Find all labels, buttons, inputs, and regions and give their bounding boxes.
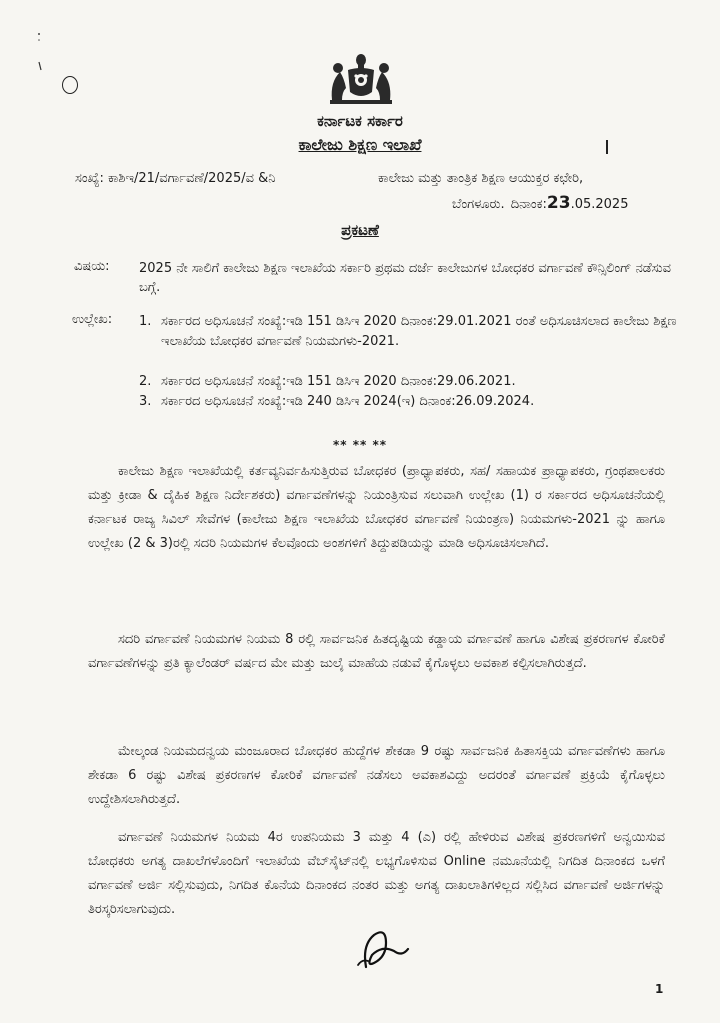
body-paragraph-3 bbox=[88, 740, 665, 812]
reference-item-number: 1. bbox=[139, 314, 152, 329]
body-paragraph-1 bbox=[88, 460, 665, 556]
government-name: ಕರ್ನಾಟಕ ಸರ್ಕಾರ bbox=[317, 112, 403, 130]
body-paragraph-2 bbox=[88, 628, 665, 676]
subject-label: ವಿಷಯ: bbox=[74, 259, 110, 274]
date-month-year: .05.2025 bbox=[570, 197, 629, 212]
reference-item-2 bbox=[139, 372, 687, 392]
reference-item-number: 3. bbox=[139, 394, 152, 409]
reference-item-3 bbox=[139, 392, 687, 412]
department-name: ಕಾಲೇಜು ಶಿಕ್ಷಣ ಇಲಾಖೆ bbox=[298, 135, 422, 154]
paragraph-text: ಕಾಲೇಜು ಶಿಕ್ಷಣ ಇಲಾಖೆಯಲ್ಲಿ ಕರ್ತವ್ಯನಿರ್ವಹಿಸುತ್ತಿರುವ ಬೋಧಕರ (ಪ್ರಾಧ್ಯಾಪಕರು, ಸಹ/ ಸಹಾಯಕ ಪ್ರಾಧ್ಯಾಪಕರು, ಗ್ರಂಥಪಾಲಕರು ಮತ್ತು ಕ್ರೀಡಾ & ದೈಹಿಕ ಶಿಕ್ಷಣ ನಿರ್ದೇಶಕರು) ವರ್ಗಾವಣೆಗಳನ್ನು ನಿಯಂತ್ರಿಸುವ ಸಲುವಾಗಿ ಉಲ್ಲೇಖ (1) ರ ಸರ್ಕಾರದ ಅಧಿಸೂಚನೆಯಲ್ಲಿ ಕರ್ನಾಟಕ ರಾಜ್ಯ ಸಿವಿಲ್ ಸೇವೆಗಳ (ಕಾಲೇಜು ಶಿಕ್ಷಣ ಇಲಾಖೆಯ ಬೋಧಕರ ವರ್ಗಾವಣೆ ನಿಯಂತ್ರಣ) ನಿಯಮಗಳು-2021 ನ್ನು ಹಾಗೂ ಉಲ್ಲೇಖ (2 & 3)ರಲ್ಲಿ ಸದರಿ ನಿಯಮಗಳ ಕೆಲವೊಂದು ಅಂಶಗಳಿಗೆ ತಿದ್ದುಪಡಿಯನ್ನು ಮಾಡಿ ಅಧಿಸೂಚಿಸಲಾಗಿದೆ. bbox=[88, 464, 665, 551]
karnataka-emblem-icon bbox=[326, 52, 396, 108]
paragraph-text: ವರ್ಗಾವಣೆ ನಿಯಮಗಳ ನಿಯಮ 4ರ ಉಪನಿಯಮ 3 ಮತ್ತು 4 (ಎ) ರಲ್ಲಿ ಹೇಳಿರುವ ವಿಶೇಷ ಪ್ರಕರಣಗಳಿಗೆ ಅನ್ವಯಿಸುವ ಬೋಧಕರು ಅಗತ್ಯ ದಾಖಲೆಗಳೊಂದಿಗೆ ಇಲಾಖೆಯ ವೆಬ್‌ಸೈಟ್‌ನಲ್ಲಿ ಲಭ್ಯಗೊಳಿಸುವ Online ನಮೂನೆಯಲ್ಲಿ ನಿಗದಿತ ದಿನಾಂಕದ ಒಳಗೆ ವರ್ಗಾವಣೆ ಅರ್ಜಿ ಸಲ್ಲಿಸುವುದು, ನಿಗದಿತ ಕೊನೆಯ ದಿನಾಂಕದ ನಂತರ ಮತ್ತು ಅಗತ್ಯ ದಾಖಲಾತಿಗಳಿಲ್ಲದ ಸಲ್ಲಿಸಿದ ವರ್ಗಾವಣೆ ಅರ್ಜಿಗಳನ್ನು ತಿರಸ್ಕರಿಸಲಾಗುವುದು. bbox=[88, 830, 665, 917]
city-name: ಬೆಂಗಳೂರು. bbox=[452, 197, 505, 212]
date-day-handwritten: 23 bbox=[546, 193, 571, 213]
page-number: 1 bbox=[655, 982, 664, 996]
date-label: ದಿನಾಂಕ: bbox=[510, 197, 547, 212]
subject-text: 2025 ನೇ ಸಾಲಿಗೆ ಕಾಲೇಜು ಶಿಕ್ಷಣ ಇಲಾಖೆಯ ಸರ್ಕಾರಿ ಪ್ರಥಮ ದರ್ಜೆ ಕಾಲೇಜುಗಳ ಬೋಧಕರ ವರ್ಗಾವಣೆ ಕೌನ್ಸಿಲಿಂಗ್ ನಡೆಸುವ ಬಗ್ಗೆ. bbox=[139, 261, 671, 295]
office-name: ಕಾಲೇಜು ಮತ್ತು ತಾಂತ್ರಿಕ ಶಿಕ್ಷಣ ಆಯುಕ್ತರ ಕಛೇರಿ, bbox=[378, 171, 584, 186]
scan-specks bbox=[36, 30, 42, 90]
section-separator: ** ** ** bbox=[332, 438, 387, 452]
reference-item-text: ಸರ್ಕಾರದ ಅಧಿಸೂಚನೆ ಸಂಖ್ಯೆ:ಇಡಿ 240 ಡಿಸಿಇ 2024(ಇ) ದಿನಾಂಕ:26.09.2024. bbox=[161, 394, 535, 409]
reference-number: ಸಂಖ್ಯೆ: ಕಾಶಿಇ/21/ವರ್ಗಾವಣೆ/2025/ವ &ನಿ bbox=[75, 171, 276, 186]
stray-circle-mark bbox=[62, 76, 78, 94]
stray-bar-mark bbox=[606, 140, 608, 154]
notice-title: ಪ್ರಕಟಣೆ bbox=[341, 221, 379, 239]
paragraph-text: ಮೇಲ್ಕಂಡ ನಿಯಮದನ್ವಯ ಮಂಜೂರಾದ ಬೋಧಕರ ಹುದ್ದೆಗಳ ಶೇಕಡಾ 9 ರಷ್ಟು ಸಾರ್ವಜನಿಕ ಹಿತಾಸಕ್ತಿಯ ವರ್ಗಾವಣೆಗಳು ಹಾಗೂ ಶೇಕಡಾ 6 ರಷ್ಟು ವಿಶೇಷ ಪ್ರಕರಣಗಳ ಕೋರಿಕೆ ವರ್ಗಾವಣೆ ನಡೆಸಲು ಅವಕಾಶವಿದ್ದು ಅದರಂತೆ ವರ್ಗಾವಣೆ ಪ್ರಕ್ರಿಯೆ ಕೈಗೊಳ್ಳಲು ಉದ್ದೇಶಿಸಲಾಗಿರುತ್ತದೆ. bbox=[88, 744, 665, 807]
body-paragraph-4 bbox=[88, 826, 665, 922]
reference-item-text: ಸರ್ಕಾರದ ಅಧಿಸೂಚನೆ ಸಂಖ್ಯೆ:ಇಡಿ 151 ಡಿಸಿಇ 2020 ದಿನಾಂಕ:29.06.2021. bbox=[161, 374, 516, 389]
city-and-date bbox=[452, 193, 628, 213]
officer-signature-image bbox=[352, 925, 412, 971]
reference-item-1 bbox=[139, 312, 687, 352]
reference-item-text: ಸರ್ಕಾರದ ಅಧಿಸೂಚನೆ ಸಂಖ್ಯೆ:ಇಡಿ 151 ಡಿಸಿಇ 2020 ದಿನಾಂಕ:29.01.2021 ರಂತೆ ಅಧಿಸೂಚಿಸಲಾದ ಕಾಲೇಜು ಶಿಕ್ಷಣ ಇಲಾಖೆಯ ಬೋಧಕರ ವರ್ಗಾವಣೆ ನಿಯಮಗಳು-2021. bbox=[161, 314, 677, 349]
reference-item-number: 2. bbox=[139, 374, 152, 389]
references-label: ಉಲ್ಲೇಖ: bbox=[72, 312, 113, 327]
paragraph-text: ಸದರಿ ವರ್ಗಾವಣೆ ನಿಯಮಗಳ ನಿಯಮ 8 ರಲ್ಲಿ ಸಾರ್ವಜನಿಕ ಹಿತದೃಷ್ಟಿಯ ಕಡ್ಡಾಯ ವರ್ಗಾವಣೆ ಹಾಗೂ ವಿಶೇಷ ಪ್ರಕರಣಗಳ ಕೋರಿಕೆ ವರ್ಗಾವಣೆಗಳನ್ನು ಪ್ರತಿ ಕ್ಯಾಲೆಂಡರ್ ವರ್ಷದ ಮೇ ಮತ್ತು ಜುಲೈ ಮಾಹೆಯ ನಡುವೆ ಕೈಗೊಳ್ಳಲು ಅವಕಾಶ ಕಲ್ಪಿಸಲಾಗಿರುತ್ತದೆ. bbox=[88, 632, 665, 671]
